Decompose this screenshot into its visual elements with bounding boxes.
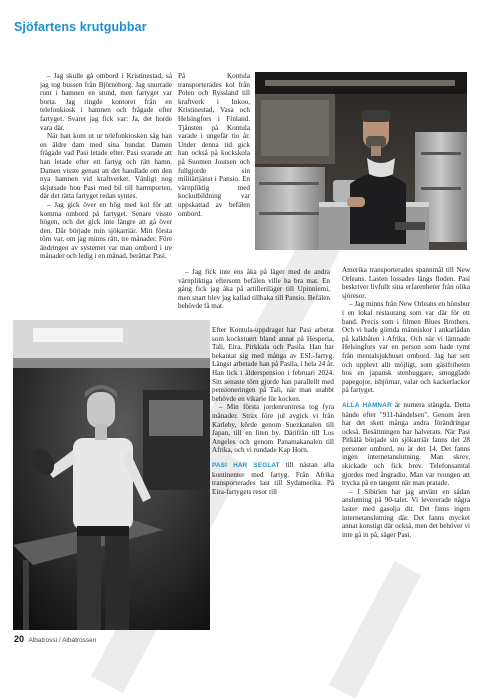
body-paragraph: På Kontula transporterades kol från Polen och Ryssland till kraftverk i Inkoo, Kristinestad, Vasa och Helsingfors i Finland. Tjänsten på Kontula varade i ungefär tio år. Under denna tid gick han också på kockskola på Suomen Joutsen och fullgjorde sin militärtjänst i Pansio. En värnpliktig med kockutbildning var uppskattad av befälen ombord.: [178, 72, 250, 218]
body-paragraph: – Min första jordenruntresa tog fyra månader. Strax före jul avgick vi från Karleby, körde genom Suezkanalen till Japan, till en liten by. Därifrån till Los Angeles och genom Panamakanalen till Afrika, och vi rundade Kap Horn.: [212, 403, 334, 455]
body-paragraph: När han kom ut ur telefonkiosken såg han en äldre dam med sina hundar. Damen frågade vad Pasi letade efter. Pasi svarade att han letade efter ett fartyg och rätt hamn. Damen visste genast att det handlade om den nya hamnen vid kraftverket. Vänligt nog skjutsade hon Pasi med bil till hamnporten, där det rätta fartyget redan syntes.: [40, 132, 172, 201]
body-paragraph: [212, 461, 334, 496]
article-column-2-wide: [178, 268, 330, 311]
body-paragraph: Efter Kontula-uppdraget har Pasi arbetat som kockstuert bland annat på Hesperia, Tali, Eira, Pirkkala och Pasila. Han har bekantat sig med många av ESL-fartyg. Längst arbetade han på Pasila, i hela 24 år. Han lick i ålderspension i februari 2024. Sitt senaste törn gjorde han parallellt med pensioneringen på Tali, när man snabbt behövde en vikarie för kocken.: [212, 326, 334, 403]
body-paragraph: [342, 401, 470, 488]
lead-in-text: är numera stängda. Detta hände efter "911-händelsen". Genom åren har det skett många andra förändringar också. Besättningen har halverats. När Pasi Pitkälä började sin sjökarriär fanns det 28 personer ombord, nu är det 14. Det fanns ingen internetanslutning. Man skrev, skickade och fick brev. Telefonsamtal gjordes med ångradio. Man var tvungen att trycka på en tangent när man pratade.: [342, 400, 470, 488]
young-sailor-photo: [13, 320, 210, 630]
lead-in-label: ALLA HAMNAR: [342, 401, 392, 409]
lead-in-label: PASI HAR SEGLAT: [212, 461, 280, 469]
body-paragraph: – Jag gick över en hög med kol för att komma ombord på fartyget. Senare visste högen, och det gick inte längre att gå över den. Där började min sjökarriär. Mitt första törn var, om jag minns rätt, tre månader. Före ändringen av systemet var man ombord i tre månader och ledig i en månad, berättar Pasi.: [40, 200, 172, 261]
page-number: 20: [14, 634, 25, 644]
body-paragraph: – Jag skulle gå ombord i Kristinestad, så jag tog bussen från Björneborg. Jag snurrade runt i hamnen en stund, men fartyget var borta. Jag ringde kontoret från en telefonkiosk i hamnen och frågade efter fartyget. Svaret jag fick var: Ja, det horde vara där.: [40, 72, 172, 132]
section-title: Sjöfartens krutgubbar: [14, 20, 147, 34]
article-column-1: [40, 72, 172, 261]
page-footer: [14, 634, 96, 644]
body-paragraph: – Jag fick inte ens åka på läger med de andra värnpliktiga eftersom befälen ville ha bra mat. En gång fick jag åka på artilleriläger till Upinniemi, men snart blev jag kallad tillbaka till Pansio. Befälen behövde få mat.: [178, 268, 330, 311]
publication-name: Albatrossi / Albatrossen: [28, 637, 97, 644]
body-paragraph: – Jag minns från New Orleans en hönsbur i en lokal restaurang som var där för ett band. Precis som i filmen Blues Brothers. Och vi hade gömda människor i ankarlådan på kalkbåten i Afrika. Och när vi lämnade Helsingfors var en person som hade tymt från mentalsjukhuset ombord. Jag har sett och upplevt allt möjligt, som gästfriheten hos en japansk stenhuggare, smugglade papegojor, isbjörnar, valar och kackerlackor på fartyget.: [342, 300, 470, 395]
article-column-3: [342, 266, 470, 539]
body-paragraph: Amerika transporterades spannmål till New Orleans. Lasten lossades längs floden. Pasi beskriver livfullt sina erfarenheter från olika sjöresor.: [342, 266, 470, 300]
article-column-2-lower: [212, 326, 334, 496]
article-column-2: [178, 72, 250, 218]
lead-in-text: till nästan alla kontinenter med fartyg. Från Afrika transporterades last till Sydamerika. På Eira-fartygets resor till: [212, 460, 334, 496]
body-paragraph: – I Sibirien har jag använt en sådan anslutning på 90-talet. Vi levererade några laster med gasolja dit. Det finns ingen internetanslutning där. Det fanns mycket annat konstigt där också, men det behöver vi inte gå in på, säger Pasi.: [342, 487, 470, 539]
galley-cook-photo: [255, 72, 467, 250]
decorative-stripe: [329, 561, 421, 699]
